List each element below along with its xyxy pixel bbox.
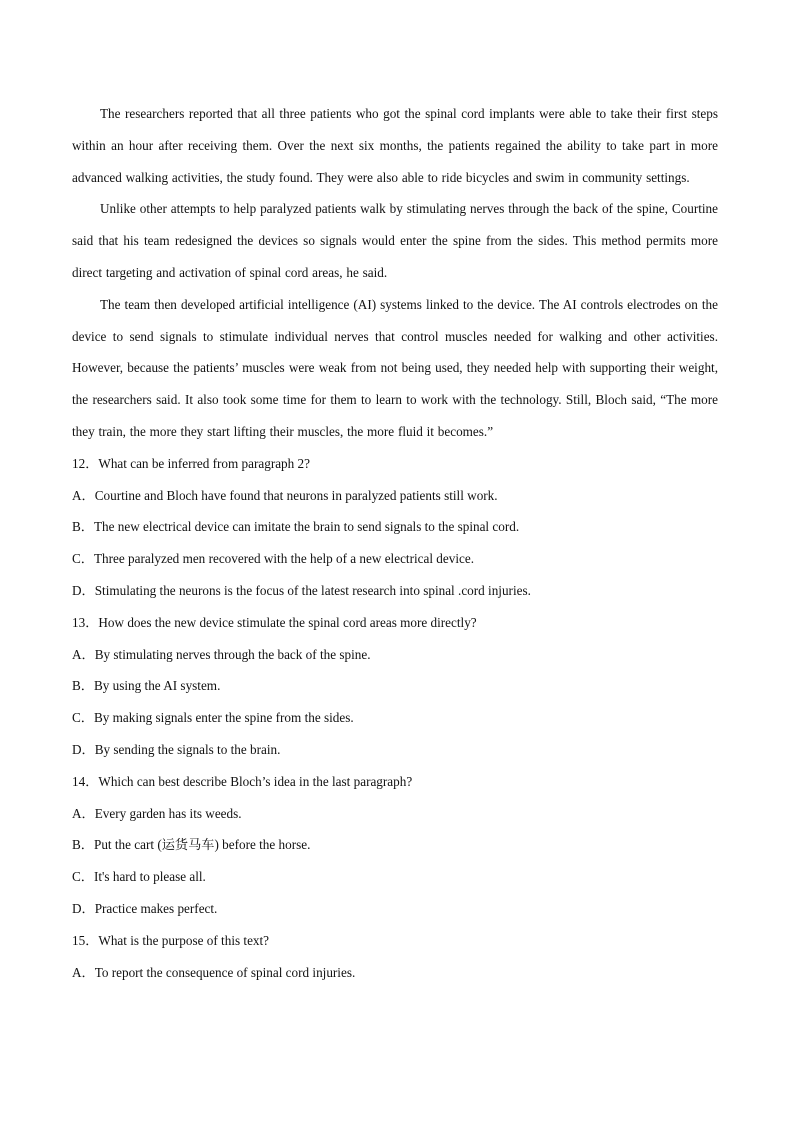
- answer-option: D．Practice makes perfect.: [72, 900, 218, 916]
- passage-paragraph: Unlike other attempts to help paralyzed patients walk by stimulating nerves through the back of the spine, Courtine said that his team redesigned the devices so signals would enter the spine from the sides. This method permits more direct targeting and activation of spinal cord areas, he said.: [72, 201, 718, 280]
- document-page: [72, 98, 718, 988]
- answer-option: C．It's hard to please all.: [72, 869, 206, 885]
- passage-paragraph: The team then developed artificial intelligence (AI) systems linked to the device. The AI controls electrodes on the device to send signals to stimulate individual nerves that control muscles needed for walking and other activities. However, because the patients’ muscles were weak from not being used, they needed help with supporting their weight, the researchers said. It also took some time for them to learn to work with the technology. Still, Bloch said, “The more they train, the more they start lifting their muscles, the more fluid it becomes.”: [72, 296, 718, 439]
- answer-option: A．Courtine and Bloch have found that neurons in paralyzed patients still work.: [72, 487, 498, 503]
- question-stem: 12．What can be inferred from paragraph 2?: [72, 455, 310, 471]
- question-15: [72, 925, 718, 989]
- answer-option: A．Every garden has its weeds.: [72, 805, 242, 821]
- answer-option: D．By sending the signals to the brain.: [72, 741, 281, 757]
- question-stem: 13．How does the new device stimulate the spinal cord areas more directly?: [72, 614, 477, 630]
- passage-paragraph: The researchers reported that all three patients who got the spinal cord implants were able to take their first steps within an hour after receiving them. Over the next six months, the patients regained the ability to take part in more advanced walking activities, the study found. They were also able to ride bicycles and swim in community settings.: [72, 106, 718, 185]
- question-stem: 14．Which can best describe Bloch’s idea in the last paragraph?: [72, 773, 413, 789]
- answer-option: A．To report the consequence of spinal cord injuries.: [72, 964, 356, 980]
- answer-option: D．Stimulating the neurons is the focus of the latest research into spinal .cord injuries.: [72, 582, 531, 598]
- answer-option: C．By making signals enter the spine from the sides.: [72, 710, 354, 726]
- answer-option: C．Three paralyzed men recovered with the help of a new electrical device.: [72, 551, 475, 567]
- answer-option: A．By stimulating nerves through the back of the spine.: [72, 646, 371, 662]
- answer-option: B．Put the cart (运货马车) before the horse.: [72, 837, 311, 853]
- question-12: [72, 448, 718, 607]
- question-13: [72, 607, 718, 766]
- question-stem: 15．What is the purpose of this text?: [72, 932, 270, 948]
- answer-option: B．The new electrical device can imitate the brain to send signals to the spinal cord.: [72, 519, 520, 535]
- answer-option: B．By using the AI system.: [72, 678, 221, 694]
- question-14: [72, 766, 718, 925]
